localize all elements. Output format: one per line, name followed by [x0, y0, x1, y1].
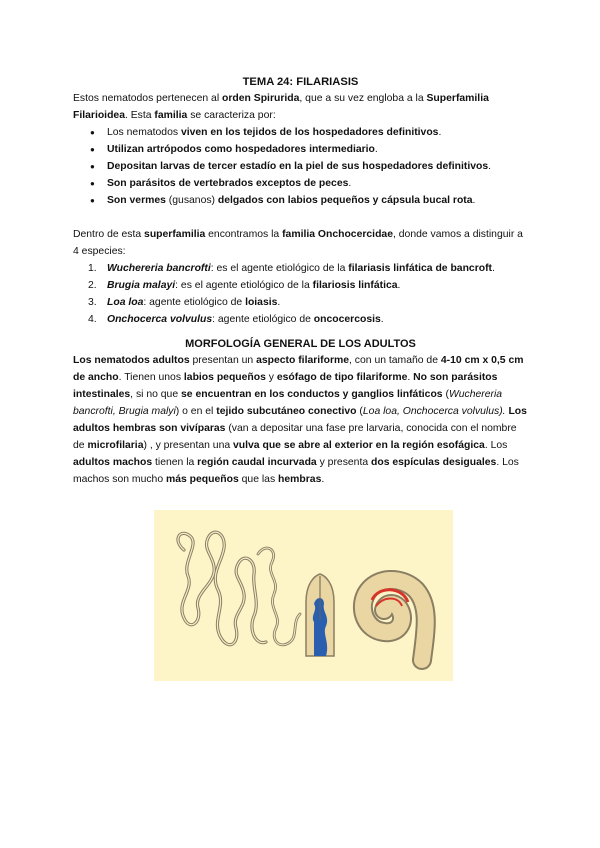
list-item: ● Depositan larvas de tercer estadío en la piel de sus hospedadores definitivos. — [73, 158, 528, 175]
spacer — [73, 209, 528, 226]
document-content — [73, 74, 528, 488]
list-item: ● Utilizan artrópodos como hospedadores intermediario. — [73, 141, 528, 158]
filaria-drawing — [154, 510, 453, 681]
male-worm — [258, 548, 300, 645]
list-item: 1. Wuchereria bancrofti: es el agente etiológico de la filariasis linfática de bancroft. — [88, 263, 495, 274]
intro-paragraph: Estos nematodos pertenecen al orden Spirurida, que a su vez engloba a la Superfamilia Filarioidea. Esta familia se caracteriza por: — [73, 93, 489, 121]
species-intro-paragraph: Dentro de esta superfamilia encontramos la familia Onchocercidae, donde vamos a distinguir a 4 especies: — [73, 229, 523, 257]
page-title: TEMA 24: FILARIASIS — [242, 76, 359, 88]
spacer — [73, 328, 528, 336]
morphology-paragraph: Los nematodos adultos presentan un aspecto filariforme, con un tamaño de 4-10 cm x 0,5 cm de ancho. Tienen unos labios pequeños y esófago de tipo filariforme. No son parásitos intestinales, si no que se encuentran en los conductos y ganglios linfáticos (Wuchereria bancrofti, Brugia malyi) o en el tejido subcutáneo conectivo (Loa loa, Onchocerca volvulus). Los adultos hembras son vivíparas (van a depositar una fase pre larvaria, conocida con el nombre de microfilaria) , y presentan una vulva que se abre al exterior en la región esofágica. Los adultos machos tienen la región caudal incurvada y presenta dos espículas desiguales. Los machos son mucho más pequeños que las hembras. — [73, 355, 527, 485]
anterior-end — [306, 574, 334, 656]
list-item: 4. Onchocerca volvulus: agente etiológico de oncocercosis. — [88, 314, 384, 325]
characteristics-list — [73, 124, 528, 209]
filaria-illustration — [154, 510, 453, 681]
species-list — [73, 260, 528, 328]
list-item: ● Son parásitos de vertebrados exceptos de peces. — [73, 175, 528, 192]
list-item: ● Son vermes (gusanos) delgados con labios pequeños y cápsula bucal rota. — [73, 192, 528, 209]
section-title: MORFOLOGÍA GENERAL DE LOS ADULTOS — [185, 338, 416, 350]
coiled-worms — [178, 532, 300, 645]
female-worm — [178, 532, 266, 645]
list-item: 2. Brugia malayi: es el agente etiológico de la filariosis linfática. — [88, 280, 401, 291]
list-item: ● Los nematodos viven en los tejidos de los hospedadores definitivos. — [73, 124, 528, 141]
list-item: 3. Loa loa: agente etiológico de loiasis. — [88, 297, 281, 308]
male-tail-coil — [363, 580, 426, 660]
